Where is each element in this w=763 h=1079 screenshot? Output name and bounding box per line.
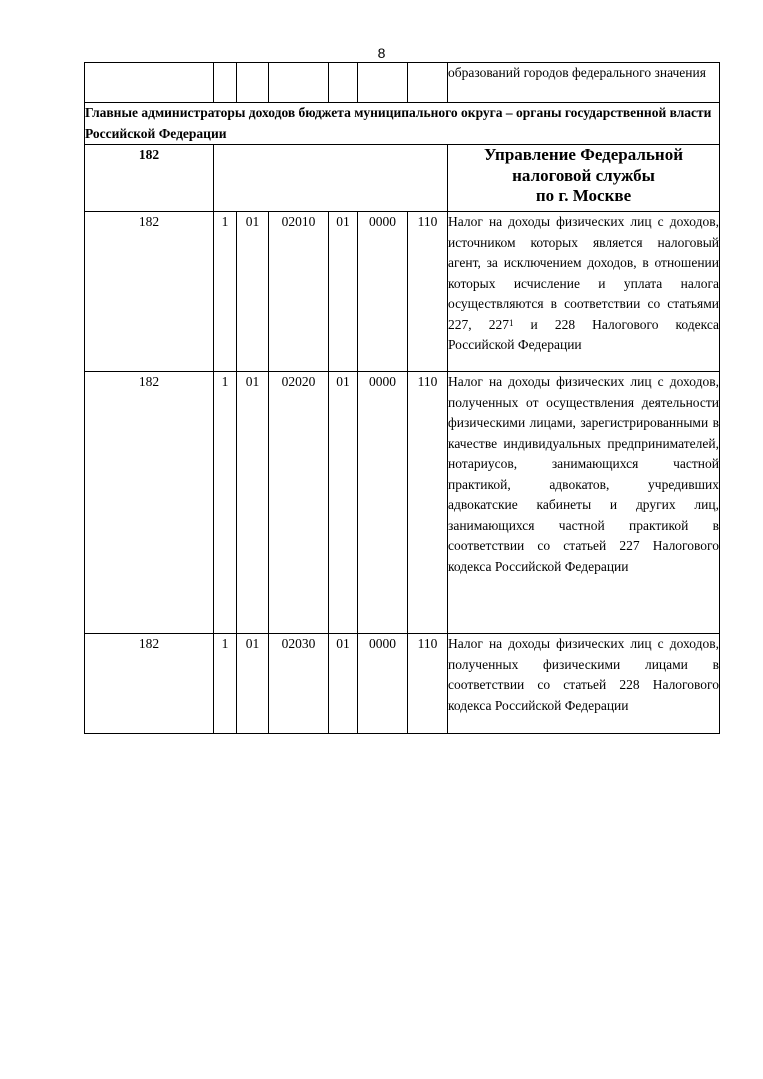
row-code: 182	[85, 212, 214, 372]
row-group: 1	[214, 634, 237, 734]
administrator-title	[448, 145, 720, 212]
row-description	[448, 212, 720, 372]
row-subgroup: 01	[237, 212, 269, 372]
page-number: 8	[377, 45, 386, 61]
row-element: 01	[329, 634, 358, 734]
row-code: 182	[85, 634, 214, 734]
cell-empty	[408, 63, 448, 103]
row-description-superscript: 1	[508, 317, 514, 328]
cell-empty	[358, 63, 408, 103]
row-group: 1	[214, 212, 237, 372]
continued-description: образований городов федерального значения	[448, 63, 720, 103]
administrator-title-line3: по г. Москве	[535, 186, 632, 205]
row-article: 02020	[269, 372, 329, 634]
row-description: Налог на доходы физических лиц с доходов, полученных от осуществления деятельности физическими лицами, зарегистрированными в качестве индивидуальных предпринимателей, нотариусов, занимающихся частной практикой, адвокатов, учредивших адвокатские кабинеты и других лиц, занимающихся частной практикой в соответствии со статьей 227 Налогового кодекса Российской Федерации	[448, 372, 720, 634]
row-program: 0000	[358, 372, 408, 634]
row-description-text: Налог на доходы физических лиц с доходов, источником которых является налоговый агент, за исключением доходов, в отношении которых исчисление и уплата налога осуществляются в соответствии со статьями 227, 227	[448, 214, 719, 332]
cell-empty	[269, 63, 329, 103]
row-subgroup: 01	[237, 634, 269, 734]
row-element: 01	[329, 212, 358, 372]
cell-empty	[329, 63, 358, 103]
row-description: Налог на доходы физических лиц с доходов, полученных физическими лицами в соответствии со статьей 228 Налогового кодекса Российской Федерации	[448, 634, 720, 734]
continued-row	[85, 63, 720, 103]
section-header-row	[85, 103, 720, 145]
row-classification: 110	[408, 372, 448, 634]
row-program: 0000	[358, 634, 408, 734]
cell-code-empty	[85, 63, 214, 103]
row-program: 0000	[358, 212, 408, 372]
row-group: 1	[214, 372, 237, 634]
administrator-row	[85, 145, 720, 212]
administrator-title-line2: налоговой службы	[512, 165, 655, 185]
row-description-text-end: и 228 Налогового кодекса Российской Федерации	[448, 316, 719, 352]
table-row	[85, 372, 720, 634]
administrator-title-line1: Управление Федеральной	[483, 145, 684, 164]
row-article: 02030	[269, 634, 329, 734]
row-classification: 110	[408, 634, 448, 734]
row-classification: 110	[408, 212, 448, 372]
row-subgroup: 01	[237, 372, 269, 634]
section-header: Главные администраторы доходов бюджета муниципального округа – органы государственной власти Российской Федерации	[85, 103, 720, 145]
income-codes-table	[84, 62, 720, 734]
row-element: 01	[329, 372, 358, 634]
administrator-code: 182	[85, 145, 214, 212]
row-code: 182	[85, 372, 214, 634]
table-row	[85, 212, 720, 372]
cell-empty	[237, 63, 269, 103]
table-row	[85, 634, 720, 734]
row-article: 02010	[269, 212, 329, 372]
cell-empty	[214, 63, 237, 103]
administrator-empty-span	[214, 145, 448, 212]
